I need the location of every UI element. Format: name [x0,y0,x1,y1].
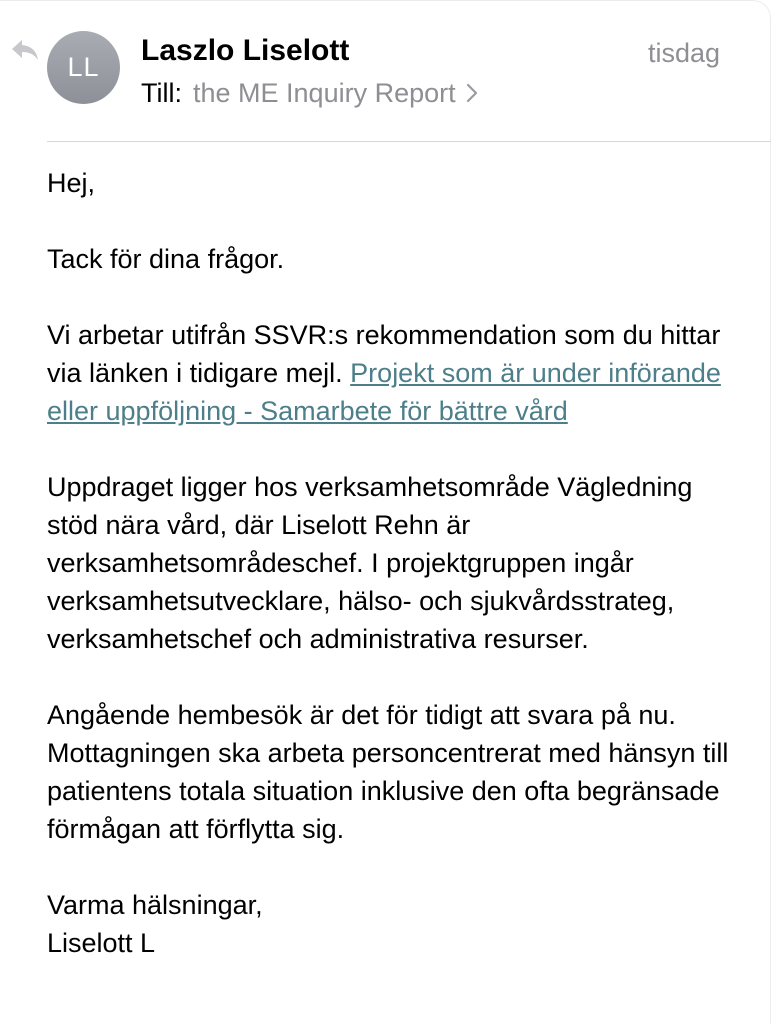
signature: Liselott L [47,928,156,958]
thanks-paragraph: Tack för dina frågor. [47,244,285,274]
recommendation-paragraph [47,316,747,430]
reply-icon[interactable] [10,38,40,62]
assignment-paragraph: Uppdraget ligger hos verksamhetsområde Vägledning stöd nära vård, där Liselott Rehn är verksamhetsområdeschef. I projektgruppen ingår verksamhetsutvecklare, hälso- och sjukvårdsstrateg, verksamhetschef och administrativa resurser. [47,472,693,654]
recommendation-text: Vi arbetar utifrån SSVR:s rekommendation som du hittar via länken i tidigare mejl. [47,320,721,388]
project-link[interactable]: Projekt som är under införande eller uppföljning - Samarbete för bättre vård [47,358,721,426]
chevron-right-icon[interactable] [466,83,478,103]
to-label: Till: [141,78,182,108]
closing: Varma hälsningar, [47,890,263,920]
signoff [47,886,747,962]
home-visit-paragraph: Angående hembesök är det för tidigt att svara på nu. Mottagningen ska arbeta personcentrerat med hänsyn till patientens totala situation inklusive den ofta begränsade förmågan att förflytta sig. [47,700,729,844]
message-date: tisdag [647,38,720,68]
greeting: Hej, [47,168,96,198]
sender-name[interactable]: Laszlo Liselott [141,34,350,67]
message-body [47,164,747,962]
recipient-name[interactable]: the ME Inquiry Report [193,78,456,108]
avatar[interactable] [47,31,120,104]
header-divider [47,141,771,142]
avatar-initials: LL [67,52,100,82]
recipient-row[interactable] [141,76,478,110]
